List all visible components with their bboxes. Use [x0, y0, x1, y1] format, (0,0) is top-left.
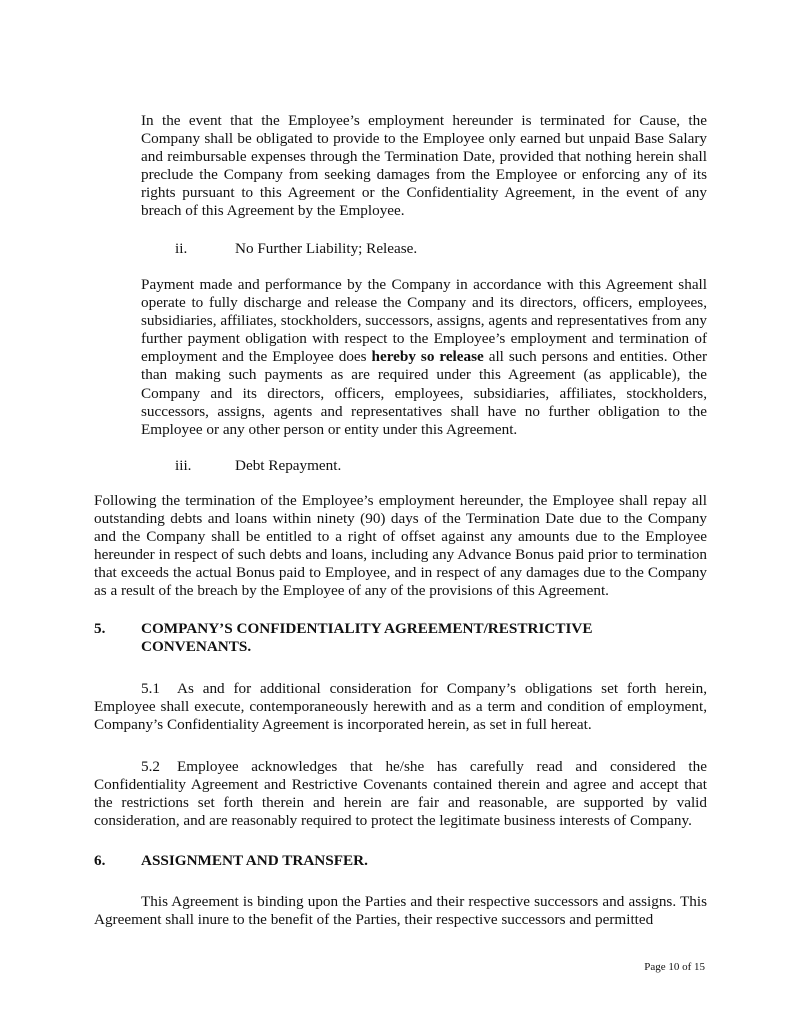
release-bold-text: hereby so release	[371, 348, 484, 366]
subsection-ii-heading	[175, 240, 417, 258]
release-text-part2: all such persons and entities. Other than making such payments as are required under this Agreement (as applicable), the Company and its directors, officers, employees, subsidiaries, affiliates, stockholders, successors, assigns, agents and representatives shall have no further obligation to the Employee or any other person or entity under this Agreement.	[141, 348, 708, 438]
subsection-iii-number: iii.	[175, 457, 192, 474]
debt-repayment-paragraph	[94, 492, 707, 601]
subsection-ii-number: ii.	[175, 240, 188, 257]
subsection-iii-heading	[175, 457, 341, 475]
subsection-iii-title: Debt Repayment.	[235, 457, 342, 474]
section-6-title: ASSIGNMENT AND TRANSFER.	[141, 852, 368, 869]
clause-5-1-text: As and for additional consideration for Company’s obligations set forth herein, Employee shall execute, contemporaneously herewith and as a term and condition of employment, Company’s Confidentiality Agreement is incorporated herein, as set in full hereat.	[94, 680, 707, 734]
clause-5-2-paragraph	[94, 758, 707, 830]
section-6-text: This Agreement is binding upon the Parties and their respective successors and assigns. This Agreement shall inure to the benefit of the Parties, their respective successors and permitted	[94, 893, 707, 929]
page-number-label: Page 10 of 15	[644, 961, 705, 973]
cause-termination-paragraph	[141, 112, 707, 221]
debt-repayment-text: Following the termination of the Employee’s employment hereunder, the Employee shall repay all outstanding debts and loans within ninety (90) days of the Termination Date due to the Company and the Company shall be entitled to a right of offset against any amounts due to the Employee hereunder in respect of such debts and loans, including any Advance Bonus paid prior to termination that exceeds the actual Bonus paid to Employee, and in respect of any damages due to the Company as a result of the breach by the Employee of any of the provisions of this Agreement.	[94, 492, 707, 600]
page-number-footer	[644, 958, 705, 976]
subsection-ii-title: No Further Liability; Release.	[235, 240, 418, 257]
section-6-paragraph	[94, 893, 707, 929]
clause-5-1-paragraph	[94, 680, 707, 734]
release-text-part1: Payment made and performance by the Company in accordance with this Agreement shall operate to fully discharge and release the Company and its directors, officers, employees, subsidiaries, affiliates, stockholders, successors, assigns, agents and representatives from any further payment obligation with respect to the Employee’s employment and termination of employment and the Employee does	[141, 276, 707, 366]
clause-5-2-text: Employee acknowledges that he/she has carefully read and considered the Confidentiality Agreement and Restrictive Covenants contained therein and agree and accept that the restrictions set forth therein and herein are fair and reasonable, are supported by valid consideration, and are reasonably required to protect the legitimate business interests of Company.	[94, 758, 707, 830]
release-paragraph	[141, 276, 707, 439]
cause-termination-text: In the event that the Employee’s employment hereunder is terminated for Cause, the Company shall be obligated to provide to the Employee only earned but unpaid Base Salary and reimbursable expenses through the Termination Date, provided that nothing herein shall preclude the Company from seeking damages from the Employee or enforcing any of its rights pursuant to this Agreement or the Confidentiality Agreement, in the event of any breach of this Agreement by the Employee.	[141, 112, 707, 220]
section-5-number: 5.	[94, 620, 106, 637]
clause-5-1-number: 5.1	[141, 680, 160, 697]
section-6-number: 6.	[94, 852, 106, 869]
section-5-title: COMPANY’S CONFIDENTIALITY AGREEMENT/RESTRICTIVE CONVENANTS.	[141, 620, 593, 656]
clause-5-2-number: 5.2	[141, 758, 160, 775]
